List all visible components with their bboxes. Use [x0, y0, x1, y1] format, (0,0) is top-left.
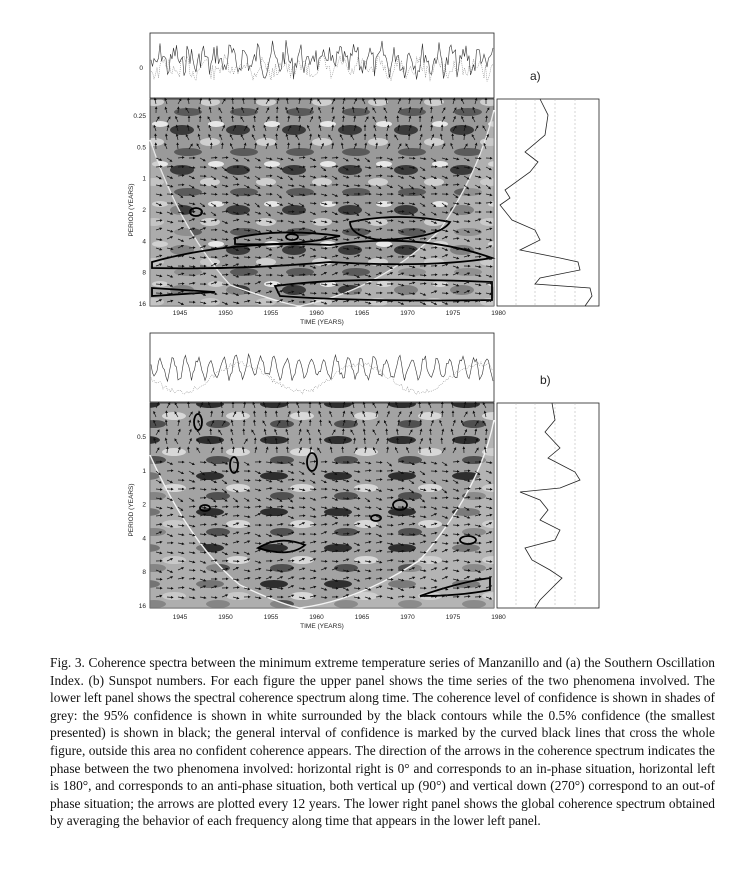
panel-b — [128, 333, 599, 630]
year-tick-label: 1955 — [263, 310, 279, 317]
period-tick-label: 16 — [138, 301, 146, 308]
phase-arrow — [200, 480, 206, 481]
year-tick-label: 1970 — [400, 310, 415, 317]
period-tick-label: 2 — [142, 207, 146, 214]
period-tick-label: 16 — [138, 603, 146, 610]
phase-arrow — [288, 480, 294, 481]
phase-arrow — [453, 176, 459, 177]
phase-arrow — [299, 507, 305, 508]
phase-arrow — [453, 134, 454, 140]
period-tick-label: 0.5 — [136, 434, 146, 441]
period-tick-label: 4 — [142, 535, 146, 543]
phase-arrow — [299, 275, 305, 276]
period-tick-label: 0.25 — [133, 113, 146, 120]
phase-arrow — [420, 239, 426, 240]
period-tick-label: 8 — [142, 569, 146, 577]
panel-b-xlabel: TIME (YEARS) — [300, 623, 344, 630]
phase-arrow — [255, 116, 256, 122]
phase-arrow — [409, 221, 415, 222]
period-tick-label: 1 — [142, 467, 146, 475]
phase-arrow — [464, 134, 465, 140]
year-tick-label: 1965 — [354, 310, 370, 317]
phase-arrow — [453, 525, 459, 526]
phase-arrow — [409, 194, 415, 195]
year-tick-label: 1980 — [491, 310, 506, 317]
phase-arrow — [266, 284, 272, 285]
period-tick-label: 4 — [142, 238, 146, 246]
phase-arrow — [420, 143, 421, 149]
panel-a-xlabel: TIME (YEARS) — [300, 319, 344, 326]
year-tick-label: 1970 — [400, 614, 415, 621]
year-tick-label: 1975 — [445, 614, 461, 621]
period-tick-label: 2 — [142, 501, 146, 509]
phase-arrow — [332, 588, 338, 589]
phase-arrow — [299, 498, 305, 499]
phase-arrow — [167, 588, 173, 589]
phase-arrow — [475, 257, 481, 258]
phase-arrow — [376, 176, 382, 177]
phase-arrow — [167, 471, 173, 472]
phase-arrow — [420, 275, 426, 276]
phase-arrow — [442, 498, 448, 499]
phase-arrow — [222, 275, 228, 276]
phase-arrow — [486, 489, 492, 490]
year-tick-label: 1975 — [445, 310, 461, 317]
phase-arrow — [332, 158, 338, 159]
phase-arrow — [343, 107, 344, 113]
phase-arrow — [167, 597, 173, 598]
figure-caption: Fig. 3. Coherence spectra between the minimum extreme temperature series of Manzanillo and (a) the Southern Oscillation Index. (b) Sunspot numbers. For each figure the upper panel shows the time series of the two phenomena involved. The lower left panel shows the spectral coherence spectrum along time. The coherence level of confidence is shown in shades of grey: the 95% confidence is shown in white surrounded by the black contours while the 0.5% confidence (the smallest presented) is shown in black; the general interval of confidence is marked by the curved black lines that cross the whole figure, outside this area no confident coherence appears. The direction of the arrows in the coherence spectrum indicates the phase between the two phenomena involved: horizontal right is 0° and corresponds to an in-phase situation, horizontal left is 180°, and corresponds to an anti-phase situation, both vertical up (90°) and vertical down (270°) correspond to an out-of phase situation; the arrows are plotted every 12 years. The lower right panel shows the global coherence spectrum obtained by averaging the behavior of each frequency along time that appears in the lower left panel. — [50, 655, 715, 829]
phase-arrow — [343, 293, 349, 294]
panel-b-ylabel: PERIOD (YEARS) — [128, 483, 135, 537]
phase-arrow — [310, 167, 316, 168]
panel-b-timeseries-box — [150, 333, 494, 402]
period-tick-label: 8 — [142, 269, 146, 277]
year-tick-label: 1965 — [354, 614, 370, 621]
phase-arrow — [156, 284, 162, 285]
panel-a — [128, 33, 599, 326]
phase-arrow — [211, 158, 217, 159]
phase-arrow — [288, 230, 294, 231]
phase-arrow — [310, 284, 316, 285]
phase-arrow — [244, 257, 250, 258]
phase-arrow — [321, 561, 327, 562]
year-tick-label: 1950 — [218, 614, 233, 621]
panel-a-label: a) — [530, 69, 541, 83]
panel-a-ts-tick: 0 — [139, 65, 143, 72]
panel-b-global-box — [497, 403, 599, 608]
period-tick-label: 1 — [142, 175, 146, 183]
year-tick-label: 1960 — [309, 614, 324, 621]
phase-arrow — [211, 194, 217, 195]
phase-arrow — [233, 98, 234, 104]
panel-a-global-box — [497, 99, 599, 306]
phase-arrow — [255, 221, 261, 222]
phase-arrow — [299, 516, 305, 517]
phase-arrow — [288, 212, 294, 213]
period-tick-label: 0.5 — [136, 144, 146, 152]
phase-arrow — [200, 462, 206, 463]
year-tick-label: 1960 — [309, 310, 324, 317]
phase-arrow — [189, 248, 195, 249]
year-tick-label: 1980 — [491, 614, 506, 621]
phase-arrow — [233, 516, 239, 517]
phase-arrow — [178, 107, 179, 113]
phase-arrow — [343, 429, 344, 435]
year-tick-label: 1950 — [218, 310, 233, 317]
year-tick-label: 1945 — [172, 614, 188, 621]
phase-arrow — [211, 143, 212, 149]
panel-b-label: b) — [540, 373, 551, 387]
year-tick-label: 1945 — [172, 310, 188, 317]
phase-arrow — [310, 489, 316, 490]
phase-arrow — [310, 293, 316, 294]
phase-arrow — [189, 570, 195, 571]
phase-arrow — [387, 429, 388, 435]
phase-arrow — [486, 203, 492, 204]
phase-arrow — [398, 203, 404, 204]
year-tick-label: 1955 — [263, 614, 279, 621]
phase-arrow — [178, 284, 184, 285]
panel-a-ylabel: PERIOD (YEARS) — [128, 183, 135, 237]
